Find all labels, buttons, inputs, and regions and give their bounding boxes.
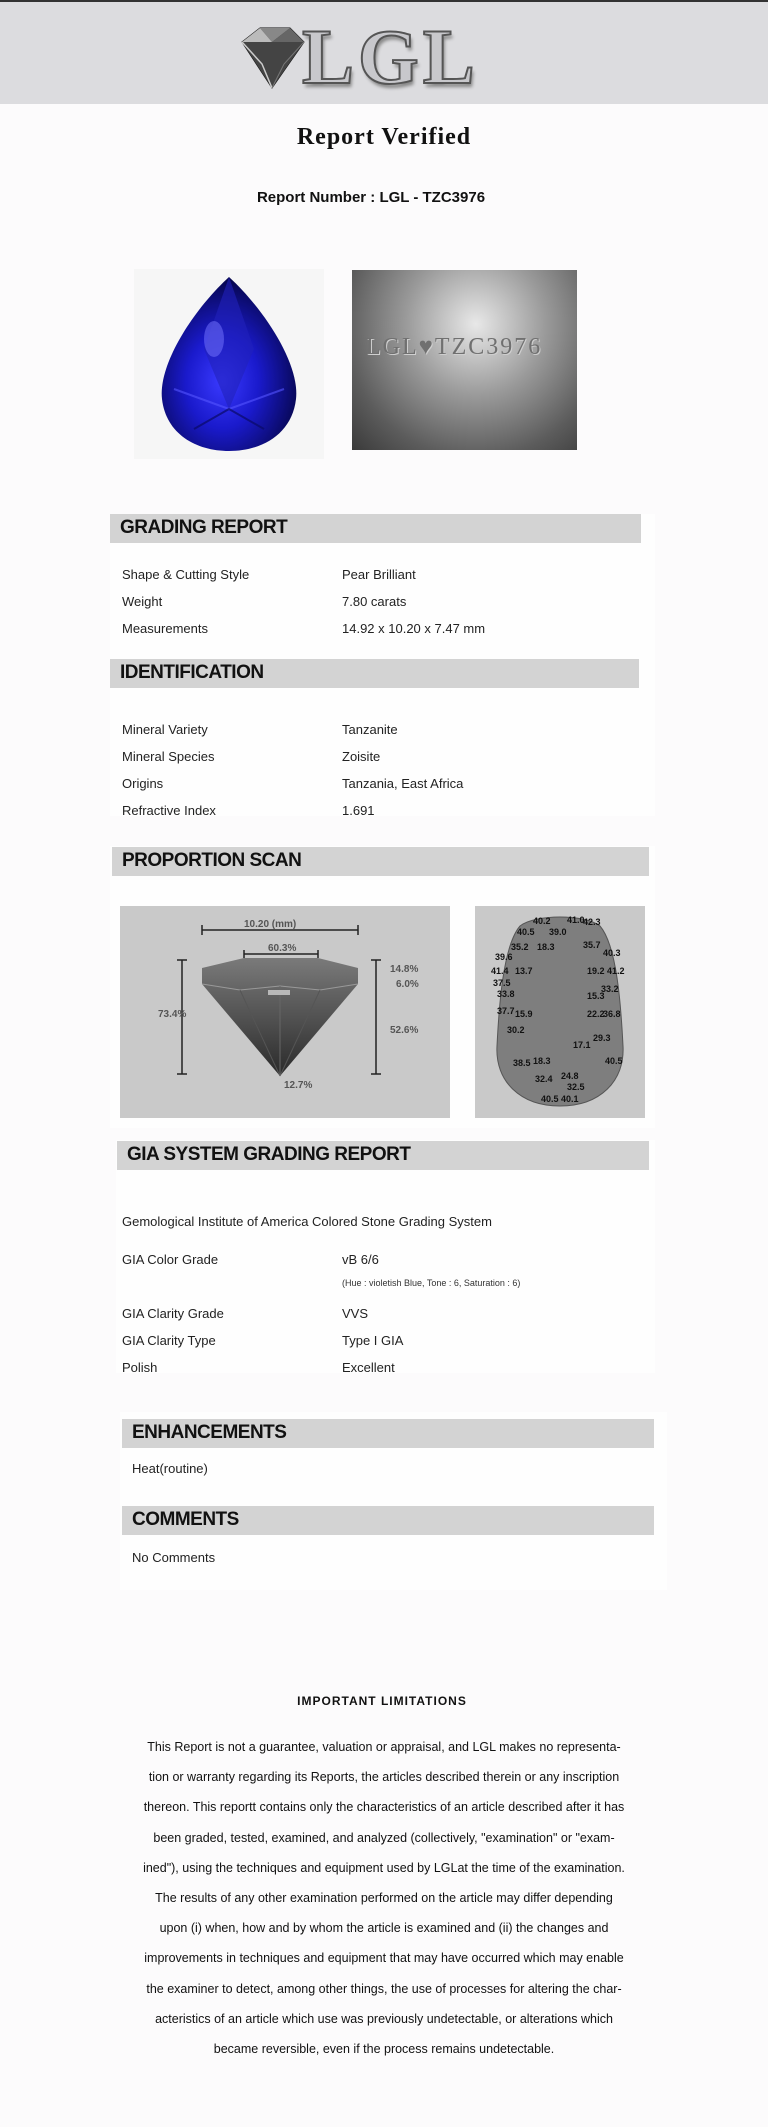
row-label: GIA Clarity Grade: [122, 1306, 224, 1321]
limitations-line: improvements in techniques and equipment that may have occurred which may enable: [144, 1951, 624, 1966]
limitations-line: ined"), using the techniques and equipment used by LGLat the time of the examination.: [143, 1860, 625, 1875]
row-value: Pear Brilliant: [342, 567, 416, 582]
girdle-label: 6.0%: [396, 979, 419, 990]
top-view-measurement: 13.7: [515, 966, 533, 976]
limitations-heading: IMPORTANT LIMITATIONS: [297, 1694, 467, 1708]
row-value: Zoisite: [342, 749, 381, 764]
row-label: Measurements: [122, 621, 208, 636]
enhancements-header: [122, 1419, 654, 1448]
limitations-text: [118, 1732, 650, 2064]
diamond-icon: [232, 24, 312, 94]
limitations-line: This Report is not a guarantee, valuation or appraisal, and LGL makes no representa-: [147, 1740, 621, 1754]
top-view-measurement: 37.5: [493, 978, 511, 988]
enhancements-text: Heat(routine): [132, 1461, 208, 1476]
pavilion-label: 52.6%: [390, 1025, 419, 1036]
row-label: GIA Clarity Type: [122, 1333, 216, 1348]
identification-heading: IDENTIFICATION: [120, 662, 264, 683]
comments-header: [122, 1506, 654, 1535]
top-view-measurement: 19.2: [587, 966, 605, 976]
row-value: Tanzania, East Africa: [342, 776, 464, 791]
top-view-measurement: 35.2: [511, 942, 529, 952]
limitations-line: tion or warranty regarding its Reports, the articles described therein or any inscription: [148, 1770, 620, 1785]
gia-system-name: Gemological Institute of America Colored Stone Grading System: [122, 1214, 492, 1229]
depth-label: 73.4%: [158, 1009, 187, 1020]
row-value: Excellent: [342, 1360, 395, 1375]
limitations-line: upon (i) when, how and by whom the article is examined and (ii) the changes and: [159, 1921, 609, 1936]
top-view-measurement: 40.1: [561, 1094, 579, 1104]
limitations-line: thereon. This reportt contains only the characteristics of an article described after it has: [143, 1800, 625, 1815]
top-view-measurement: 37.7: [497, 1006, 515, 1016]
proportion-scan-heading: PROPORTION SCAN: [122, 850, 302, 871]
top-view-measurement: 17.1: [573, 1040, 591, 1050]
row-label: Polish: [122, 1360, 158, 1375]
top-view-measurement: 42.3: [583, 917, 601, 927]
top-view-measurement: 30.2: [507, 1025, 525, 1035]
top-view-measurement: 35.7: [583, 940, 601, 950]
width-label: 10.20 (mm): [244, 919, 297, 930]
top-view-measurement: 32.5: [567, 1082, 585, 1092]
row-value: vB 6/6: [342, 1252, 379, 1267]
limitations-line: The results of any other examination performed on the article may differ depending: [155, 1891, 613, 1906]
row-label: Shape & Cutting Style: [122, 567, 250, 582]
top-view-measurement: 32.4: [535, 1074, 553, 1084]
limitations-line: became reversible, even if the process remains undetectable.: [213, 2042, 555, 2057]
row-value: 7.80 carats: [342, 594, 407, 609]
row-value: 14.92 x 10.20 x 7.47 mm: [342, 621, 486, 636]
lgl-logo: [232, 13, 492, 100]
identification-header: [110, 659, 639, 688]
top-view-measurement: 33.2: [601, 984, 619, 994]
top-view-measurement: 15.3: [587, 991, 605, 1001]
inscription-photo: [352, 270, 577, 450]
proportion-scan-header: [112, 847, 649, 876]
row-label: GIA Color Grade: [122, 1252, 219, 1267]
top-view-measurement: 39.0: [549, 927, 567, 937]
row-value: Type I GIA: [342, 1333, 404, 1348]
color-grade-note: (Hue : violetish Blue, Tone : 6, Saturation : 6): [342, 1278, 521, 1288]
comments-heading: COMMENTS: [132, 1509, 239, 1530]
top-view-measurement: 40.2: [533, 916, 551, 926]
laser-inscription: LGL♥TZC3976: [366, 334, 543, 360]
top-view-measurement: 22.2: [587, 1009, 605, 1019]
top-view-measurement: 40.5: [605, 1056, 623, 1066]
top-view-measurement: 40.5: [541, 1094, 559, 1104]
gia-report-heading: GIA SYSTEM GRADING REPORT: [127, 1144, 411, 1165]
top-view-measurement: 15.9: [515, 1009, 533, 1019]
top-view-measurement: 41.2: [607, 966, 625, 976]
crown-label: 14.8%: [390, 964, 419, 975]
table-label: 60.3%: [268, 943, 297, 954]
row-label: Refractive Index: [122, 803, 216, 818]
report-number: Report Number : LGL - TZC3976: [256, 189, 486, 206]
limitations-line: the examiner to detect, among other things, the use of processes for altering the char-: [146, 1981, 622, 1996]
row-label: Mineral Variety: [122, 722, 208, 737]
grading-report-header: [110, 514, 641, 543]
proportion-top-view: [475, 906, 645, 1118]
limitations-line: been graded, tested, examined, and analyzed (collectively, "examination" or "exam-: [153, 1830, 615, 1845]
enhancements-heading: ENHANCEMENTS: [132, 1422, 287, 1443]
top-view-measurement: 40.3: [603, 948, 621, 958]
top-view-measurement: 38.5: [513, 1058, 531, 1068]
culet-label: 12.7%: [284, 1080, 313, 1091]
top-view-measurement: 18.3: [533, 1056, 551, 1066]
gemstone-photo: [134, 269, 324, 459]
row-value: Tanzanite: [342, 722, 398, 737]
logo-wordmark: LGL: [302, 13, 479, 100]
row-label: Origins: [122, 776, 164, 791]
top-view-measurement: 40.5: [517, 927, 535, 937]
comments-text: No Comments: [132, 1550, 216, 1565]
row-label: Weight: [122, 594, 163, 609]
top-view-measurement: 41.4: [491, 966, 509, 976]
top-view-measurement: 36.8: [603, 1009, 621, 1019]
row-label: Mineral Species: [122, 749, 215, 764]
top-view-measurement: 29.3: [593, 1033, 611, 1043]
top-view-measurement: 39.6: [495, 952, 513, 962]
gia-report-header: [117, 1141, 649, 1170]
proportion-side-view: [120, 906, 450, 1118]
row-value: 1.691: [342, 803, 375, 818]
row-value: VVS: [342, 1306, 369, 1321]
top-view-measurement: 24.8: [561, 1071, 579, 1081]
top-view-measurement: 33.8: [497, 989, 515, 999]
limitations-line: acteristics of an article which use was previously undetectable, or alterations which: [155, 2011, 613, 2026]
grading-report-heading: GRADING REPORT: [120, 517, 288, 538]
header-banner: [0, 2, 768, 104]
page-title: Report Verified: [296, 124, 472, 150]
top-view-measurement: 18.3: [537, 942, 555, 952]
top-view-measurement: 41.0: [567, 915, 585, 925]
